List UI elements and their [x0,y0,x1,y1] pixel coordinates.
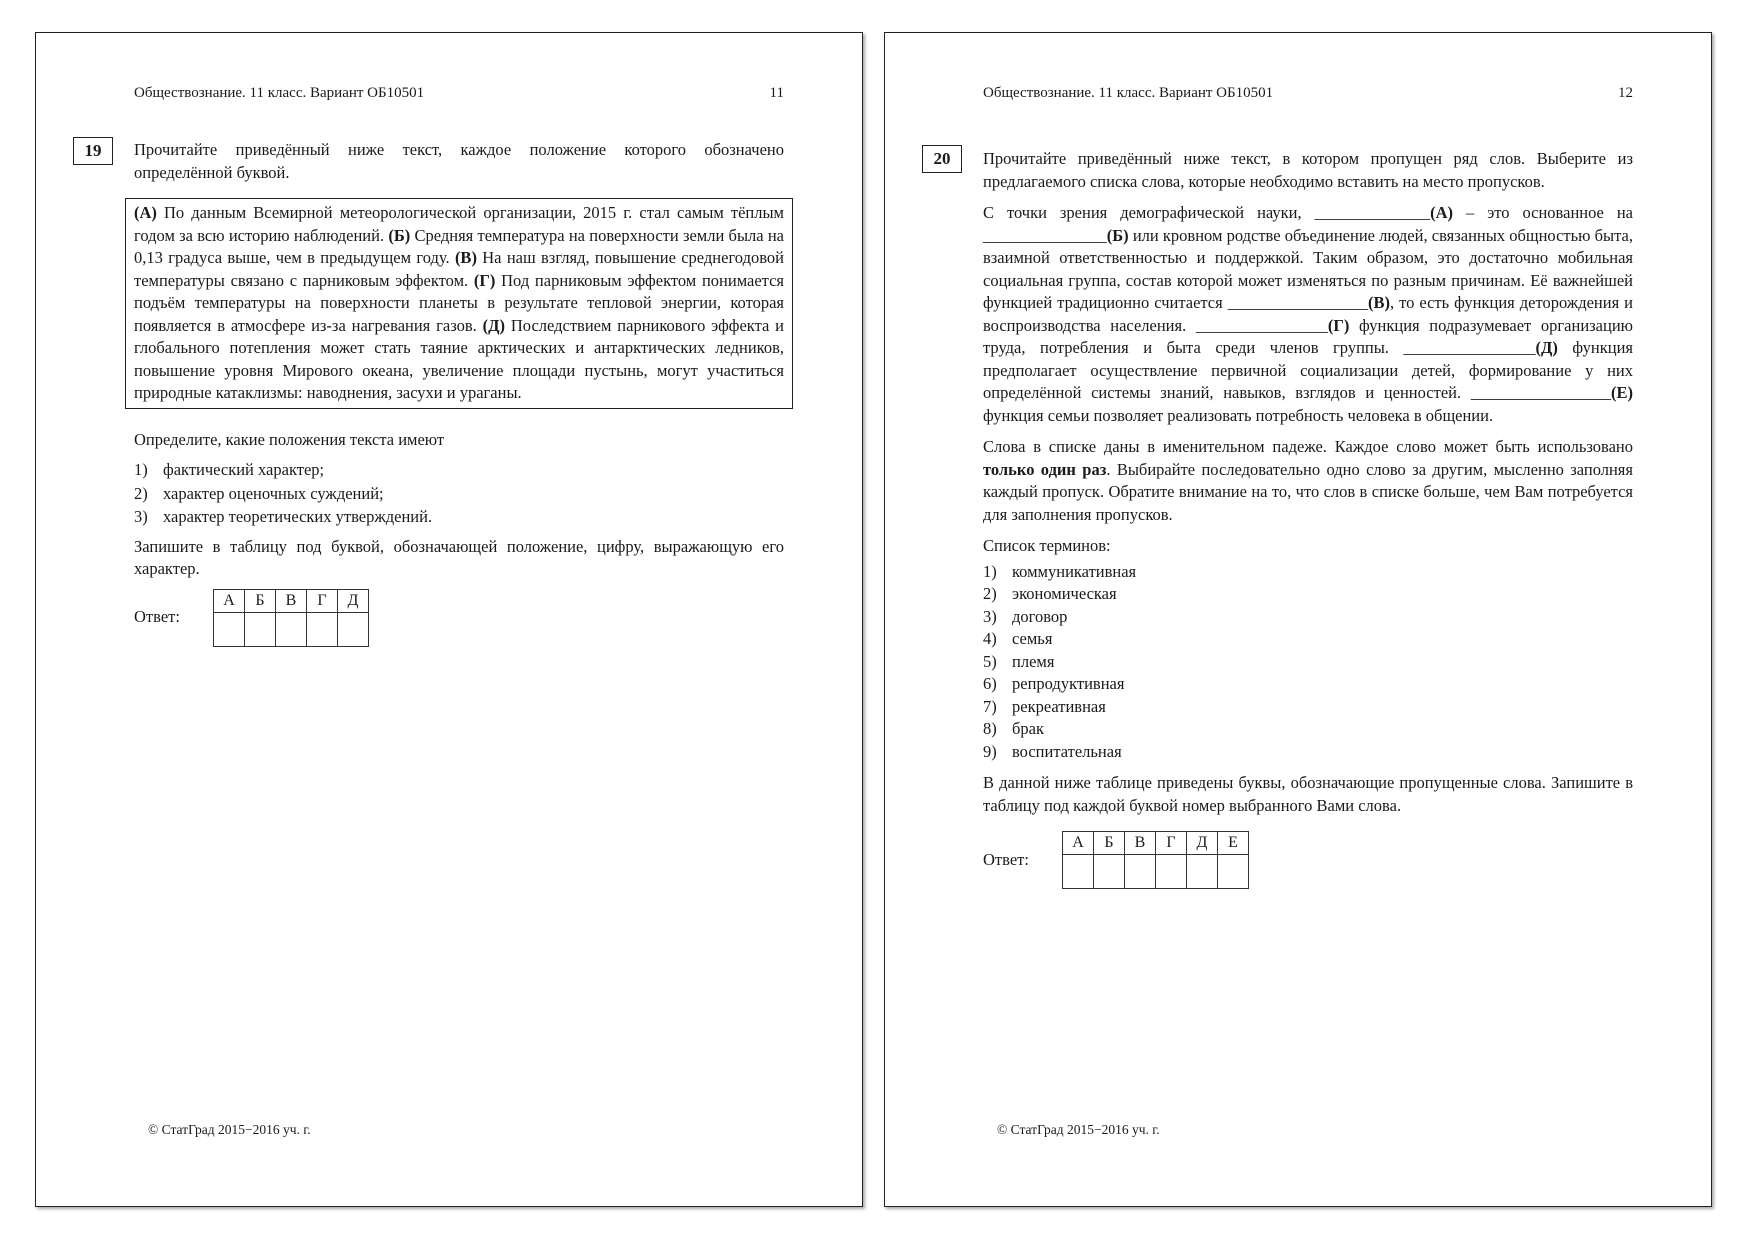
term-number: 7) [983,696,997,716]
answer-cell[interactable] [338,612,369,646]
options-list [134,459,784,529]
term-item [983,741,1633,764]
option-item [134,506,784,529]
term-item [983,583,1633,606]
term-text: воспитательная [1012,741,1122,761]
gap-letter: (Е) [1611,383,1633,402]
passage-letter: (Д) [482,315,506,335]
answer-cell[interactable] [276,612,307,646]
passage-sentence: На наш взгляд, повышение среднегодовой температуры связано с парниковым эффектом. [134,248,784,290]
column-letter: В [1125,832,1156,855]
task-20-intro: Прочитайте приведённый ниже текст, в котором пропущен ряд слов. Выберите из предлагаемого списка слова, которые необходимо вставить на место пропусков. [983,149,1633,191]
gap-letter: (Д) [1535,338,1558,357]
term-number: 9) [983,741,997,761]
emphasis: только один раз [983,459,1107,479]
answer-cell[interactable] [245,612,276,646]
task-19-body [134,139,784,647]
term-number: 2) [983,584,997,603]
page-footer: © СтатГрад 2015−2016 уч. г. [997,1122,1160,1137]
term-number: 8) [983,719,997,738]
term-text: семья [1012,629,1053,648]
answer-cell[interactable] [1094,855,1125,889]
task-number-20: 20 [922,145,962,173]
term-text: экономическая [1012,584,1117,603]
task-19-passage [125,198,793,409]
term-item [983,718,1633,741]
terms-heading: Список терминов: [983,536,1111,555]
passage-letter: (Г) [473,270,496,290]
term-item [983,651,1633,674]
term-item [983,628,1633,651]
header-title: Обществознание. 11 класс. Вариант ОБ10501 [983,85,1274,101]
term-item [983,606,1633,629]
passage-letter: (А) [134,203,157,222]
column-letter: Г [307,589,338,612]
option-number: 2) [134,483,148,503]
option-number: 1) [134,460,148,479]
option-text: характер теоретических утверждений. [163,507,433,526]
column-letter: Б [245,589,276,612]
column-letter: Г [1156,832,1187,855]
term-item [983,561,1633,584]
passage-fragment: или кровном родстве объединение людей, связанных общностью быта, взаимной ответственностью и поддержкой. Таким образом, это достаточно мобильная социальная группа, состав которой может изменяться по разным причинам. Её важнейшей функцией традиционно считается _________________ [983,225,1633,312]
passage-sentence: Последствием парникового эффекта и глобального потепления может стать таяние арктических и антарктических ледников, повышение уровня Мирового океана, увеличение площади пустынь, могут участиться природные катаклизмы: наводнения, засухи и ураганы. [134,315,784,402]
answer-cell[interactable] [214,612,245,646]
option-item [134,459,784,482]
passage-letter: (Б) [388,225,411,245]
page-number: 12 [1618,85,1633,101]
column-letter: Е [1218,832,1249,855]
term-item [983,673,1633,696]
passage-fragment: функция предполагает осуществление первичной социализации детей, формирование у них определённой системы знаний, навыков, взглядов и ценностей. _________________ [983,338,1633,402]
page-header [983,85,1633,102]
page-12 [884,32,1712,1207]
option-text: характер оценочных суждений; [163,483,384,503]
passage-fragment: – это основанное на _______________ [983,203,1634,245]
answer-block [983,831,1633,889]
passage-fragment: С точки зрения демографической науки, ______________ [983,203,1431,222]
gap-letter: (Г) [1327,315,1350,335]
passage-fragment: функция семьи позволяет реализовать потребность человека в общении. [983,405,1494,425]
term-text: репродуктивная [1012,674,1125,693]
header-title: Обществознание. 11 класс. Вариант ОБ10501 [134,85,425,101]
option-text: фактический характер; [163,460,325,479]
option-item [134,483,784,506]
column-letter: Д [1187,832,1218,855]
page-header [134,85,784,102]
term-text: коммуникативная [1012,561,1137,581]
gap-letter: (В) [1367,293,1390,312]
page-number: 11 [769,85,784,101]
passage-sentence: Средняя температура на поверхности земли была на 0,13 градуса выше, чем в предыдущем году. [134,225,784,267]
gap-letter: (А) [1430,203,1453,222]
option-number: 3) [134,507,148,526]
passage-sentence: Под парниковым эффектом понимается подъём температуры на поверхности планеты в результате тепловой энергии, которая появляется в атмосфере из-за нагревания газов. [134,270,784,335]
column-letter: В [276,589,307,612]
column-letter: Б [1094,832,1125,855]
passage-fragment: функция подразумевает организацию труда, потребления и быта среди членов группы. ________________ [983,315,1633,357]
term-number: 4) [983,629,997,648]
term-number: 1) [983,561,997,581]
term-text: брак [1012,719,1044,738]
term-number: 3) [983,606,997,626]
term-text: договор [1012,606,1068,626]
answer-cell[interactable] [1187,855,1218,889]
term-number: 5) [983,651,997,671]
answer-cell[interactable] [1218,855,1249,889]
page-11 [35,32,863,1207]
terms-list [983,561,1633,764]
answer-cell[interactable] [1156,855,1187,889]
column-letter: А [214,589,245,612]
answer-block [134,589,784,647]
answer-cell[interactable] [1125,855,1156,889]
answer-label: Ответ: [983,849,1029,869]
passage-text [134,202,784,405]
task-19-instruction: Запишите в таблицу под буквой, обозначающей положение, цифру, выражающую его характер. [134,536,784,578]
answer-label: Ответ: [134,607,180,627]
answer-cell[interactable] [1063,855,1094,889]
column-letter: А [1063,832,1094,855]
term-item [983,696,1633,719]
words-note: Слова в списке даны в именительном падеже. Каждое слово может быть использовано только один раз. Выбирайте последовательно одно слово за другим, мысленно заполняя каждый пропуск. Обратите внимание на то, что слов в списке больше, чем Вам потребуется для заполнения пропусков. [983,437,1633,524]
page-footer: © СтатГрад 2015−2016 уч. г. [148,1122,311,1137]
term-text: рекреативная [1012,696,1106,716]
passage-sentence: По данным Всемирной метеорологической организации, 2015 г. стал самым тёплым годом за всю историю наблюдений. [134,203,784,245]
answer-table [1062,831,1249,889]
column-letter: Д [338,589,369,612]
task-20-body [983,148,1633,889]
passage-fragment: , то есть функция деторождения и воспроизводства населения. ________________ [983,293,1633,335]
table-instruction: В данной ниже таблице приведены буквы, обозначающие пропущенные слова. Запишите в таблицу под каждой буквой номер выбранного Вами слова. [983,773,1633,815]
task-19-intro: Прочитайте приведённый ниже текст, каждое положение которого обозначено определённой буквой. [134,140,784,182]
term-number: 6) [983,674,997,693]
answer-table [213,589,369,647]
task-19-question: Определите, какие положения текста имеют [134,429,445,449]
answer-cell[interactable] [307,612,338,646]
passage-letter: (В) [454,248,477,267]
gap-fill-passage [983,202,1633,427]
task-number-19: 19 [73,137,113,165]
term-text: племя [1012,651,1055,671]
gap-letter: (Б) [1106,225,1129,245]
